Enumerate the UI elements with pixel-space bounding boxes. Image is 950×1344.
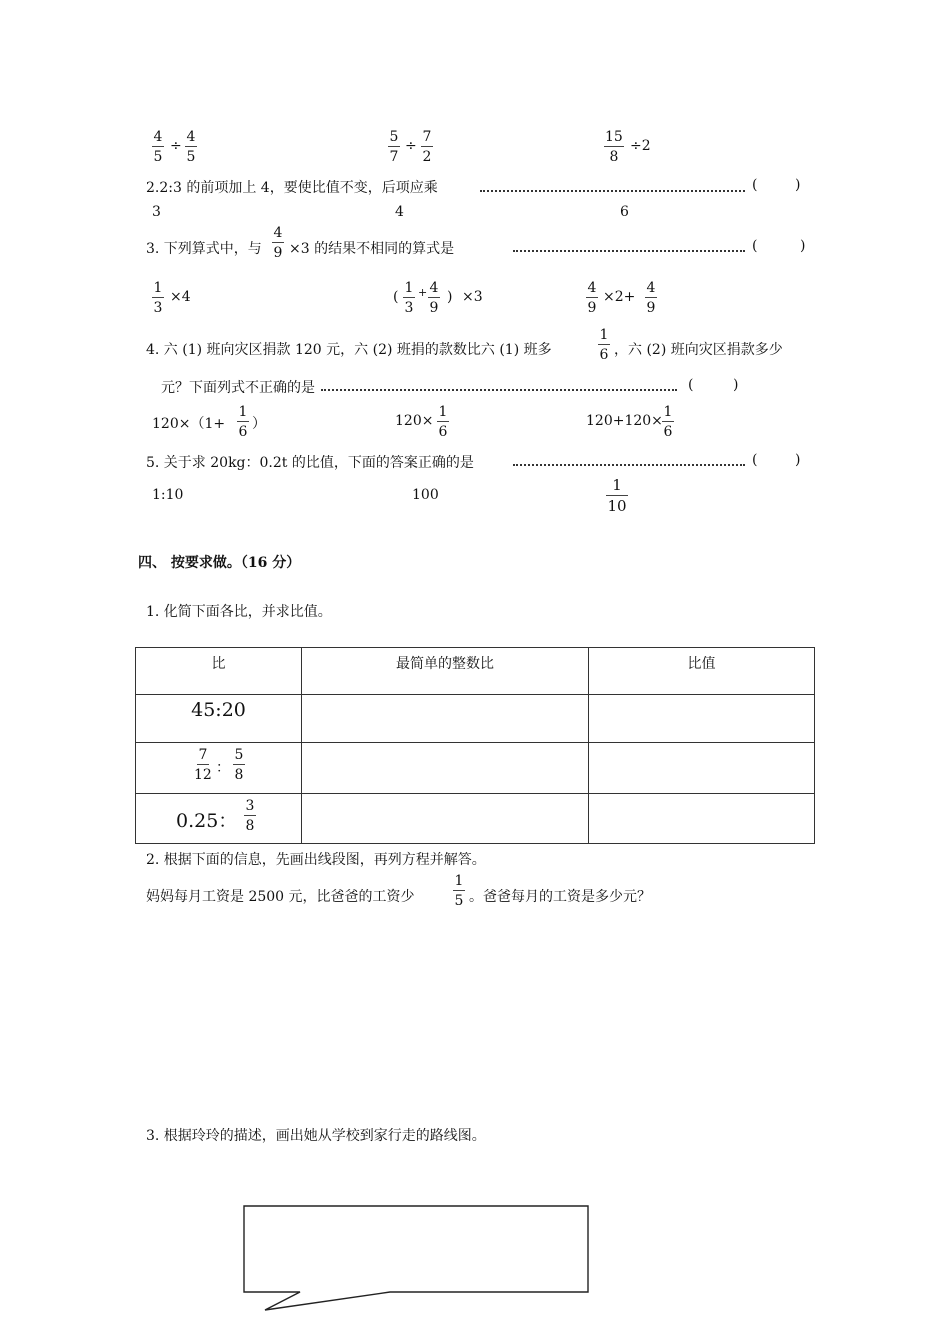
- paren-open: (: [393, 289, 399, 305]
- question-4-line2: 元？下面列式不正确的是: [161, 380, 315, 396]
- leader-dots: [513, 464, 745, 466]
- fraction: $\frac{1}{6}$: [438, 404, 448, 440]
- answer-paren-open: (: [752, 177, 758, 193]
- row3-ratio: [136, 794, 302, 844]
- expression-rest: ÷2: [630, 138, 651, 154]
- ratio-table: [135, 647, 815, 844]
- row1-value-cell[interactable]: [589, 695, 815, 743]
- operator: ÷: [405, 138, 417, 154]
- fraction: $\frac{4}{9}$: [273, 225, 283, 261]
- operator: ÷: [170, 138, 182, 154]
- row1-simplest-cell[interactable]: [302, 695, 589, 743]
- question-4-line1-end: ，六 (2) 班向灾区捐款多少: [614, 342, 783, 358]
- item-2-text: 2. 根据下面的信息，先画出线段图，再列方程并解答。: [146, 852, 486, 868]
- fraction: $\frac{1}{3}$: [404, 280, 414, 316]
- header-ratio-value: 比值: [589, 648, 815, 695]
- expression-mid: ×2+: [603, 289, 636, 305]
- row2-value-cell[interactable]: [589, 743, 815, 794]
- row2-ratio: [136, 743, 302, 794]
- row3-value-cell[interactable]: [589, 794, 815, 844]
- fraction: $\frac{5}{8}$: [234, 747, 244, 783]
- leader-dots: [513, 250, 745, 252]
- header-simplest-ratio: 最简单的整数比: [302, 648, 589, 695]
- header-ratio: 比: [136, 648, 302, 695]
- fraction: $\frac{7}{12}$: [194, 747, 212, 783]
- answer-paren-close: ): [795, 177, 801, 193]
- option-b: 4: [395, 204, 404, 220]
- fraction: $\frac{4}{9}$: [429, 280, 439, 316]
- option-a: 1:10: [152, 487, 184, 503]
- fraction: $\frac{1}{10}$: [607, 476, 627, 515]
- question-3-suffix: ×3 的结果不相同的算式是: [289, 241, 455, 257]
- question-3-prefix: 3. 下列算式中，与: [146, 241, 262, 257]
- answer-paren-open: (: [688, 377, 694, 393]
- answer-paren-open: (: [752, 238, 758, 254]
- item-3-text: 3. 根据玲玲的描述，画出她从学校到家行走的路线图。: [146, 1128, 486, 1144]
- question-4-line1: 4. 六 (1) 班向灾区捐款 120 元，六 (2) 班捐的款数比六 (1) 班多: [146, 342, 552, 358]
- speech-bubble: [240, 1203, 594, 1315]
- option-a: 3: [152, 204, 161, 220]
- fraction: $\frac{4}{9}$: [646, 280, 656, 316]
- item-2-problem-pre: 妈妈每月工资是 2500 元，比爸爸的工资少: [146, 889, 415, 905]
- fraction: $\frac{1}{6}$: [599, 327, 609, 363]
- item-2-problem-post: 。爸爸每月的工资是多少元？: [469, 889, 651, 905]
- expression-rest: ×4: [170, 289, 191, 305]
- row3-simplest-cell[interactable]: [302, 794, 589, 844]
- fraction: $\frac{1}{6}$: [663, 404, 673, 440]
- fraction: $\frac{4}{9}$: [587, 280, 597, 316]
- expression-post: ）: [252, 416, 266, 432]
- fraction: $\frac{4}{5}$: [186, 129, 196, 165]
- fraction: $\frac{7}{2}$: [422, 129, 432, 165]
- fraction: $\frac{3}{8}$: [245, 798, 255, 834]
- fraction: $\frac{5}{7}$: [389, 129, 399, 165]
- answer-paren-open: (: [752, 452, 758, 468]
- fraction: $\frac{1}{3}$: [153, 280, 163, 316]
- option-c: 6: [620, 204, 629, 220]
- leader-dots: [321, 389, 677, 391]
- fraction: $\frac{1}{6}$: [238, 404, 248, 440]
- option-b: 100: [412, 487, 439, 503]
- fraction: $\frac{1}{5}$: [454, 873, 464, 909]
- row1-ratio: 45:20: [136, 695, 302, 743]
- expression-pre: 120×: [395, 413, 434, 429]
- ratio-sep: ：: [216, 760, 230, 776]
- answer-paren-close: ): [800, 238, 806, 254]
- ratio-pre: 0.25：: [176, 810, 238, 832]
- plus-sign: +: [418, 286, 428, 299]
- answer-paren-close: ): [795, 452, 801, 468]
- section-title: 四、 按要求做。（16 分）: [138, 555, 301, 571]
- row2-simplest-cell[interactable]: [302, 743, 589, 794]
- question-5-text: 5. 关于求 20kg：0.2t 的比值，下面的答案正确的是: [146, 455, 474, 471]
- fraction: $\frac{4}{5}$: [153, 129, 163, 165]
- paren-close: ): [447, 289, 453, 305]
- fraction: $\frac{15}{8}$: [605, 129, 623, 165]
- leader-dots: [480, 190, 745, 192]
- expression-rest: ×3: [462, 289, 483, 305]
- expression-pre: 120×（1+: [152, 416, 226, 432]
- question-2-text: 2.2:3 的前项加上 4，要使比值不变，后项应乘: [146, 180, 438, 196]
- item-1-text: 1. 化简下面各比，并求比值。: [146, 604, 332, 620]
- expression-pre: 120+120×: [586, 413, 663, 429]
- answer-paren-close: ): [733, 377, 739, 393]
